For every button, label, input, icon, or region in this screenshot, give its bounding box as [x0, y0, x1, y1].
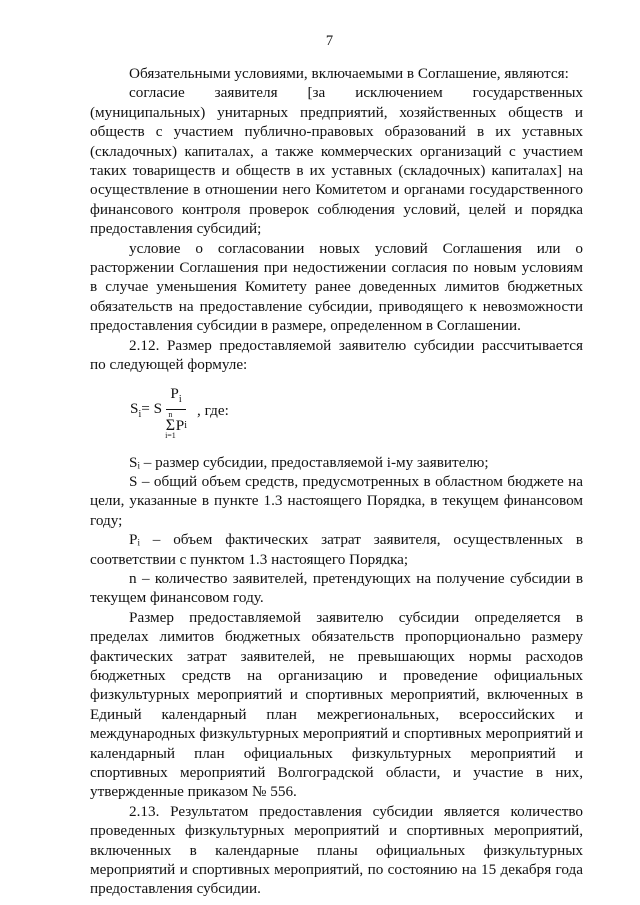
paragraph-2-12: 2.12. Размер предоставляемой заявителю субсидии рассчитывается по следующей формуле: — [90, 336, 583, 374]
formula-denominator: n Σ i=1 P i — [165, 410, 188, 441]
formula-fraction — [165, 385, 187, 440]
sum-sign: n Σ i=1 — [165, 410, 176, 441]
formula-suffix: , где: — [197, 401, 229, 419]
paragraph-mandatory-conditions: Обязательными условиями, включаемыми в Соглашение, являются: — [129, 65, 569, 82]
formula-numerator: $P_i$ — [166, 385, 185, 410]
definition-n: n – количество заявителей, претендующих на получение субсидии в текущем финансовом году. — [90, 569, 583, 607]
definition-s: S – общий объем средств, предусмотренных в областном бюджете на цели, указанные в пункте 1.3 настоящего Порядка, в текущем финансовом году; — [90, 472, 583, 529]
paragraph-subsidy-size: Размер предоставляемой заявителю субсидии определяется в пределах лимитов бюджетных обязательств пропорционально размеру фактических затрат заявителей, не превышающих нормы расходов бюджетных средств на организацию и проведение официальных физкультурных мероприятий и спортивных мероприятий, включенных в Единый календарный план межрегиональных, всероссийских и международных физкультурных мероприятий и спортивных мероприятий и календарный план официальных физкультурных мероприятий и спортивных мероприятий Волгоградской области, и участие в них, утвержденные приказом № 556. — [90, 608, 583, 801]
paragraph-consent-condition: согласие заявителя [за исключением государственных (муниципальных) унитарных предприятий, хозяйственных обществ и обществ с участием публично-правовых образований в их уставных (складочных) капиталах, а также коммерческих организаций с участием таких товариществ и обществ в их уставных (складочных) капиталах] на осуществление в отношении него Комитетом и органами государственного финансового контроля проверок соблюдения условий, целей и порядка предоставления субсидий; — [90, 84, 583, 238]
paragraph-2-13: 2.13. Результатом предоставления субсидии является количество проведенных физкультурных мероприятий и спортивных мероприятий, включенных в календарные планы официальных физкультурных мероприятий и спортивных мероприятий, по состоянию на 15 декабря года предоставления субсидии. — [90, 802, 583, 898]
page-number: 7 — [325, 33, 334, 49]
definition-pi: Pᵢ – объем фактических затрат заявителя, осуществленных в соответствии с пунктом 1.3 настоящего Порядка; — [90, 531, 583, 568]
definition-si: Sᵢ – размер субсидии, предоставляемой i-му заявителю; — [129, 453, 489, 471]
subsidy-formula — [130, 384, 583, 441]
formula-lhs: $S_i= S$ — [130, 400, 163, 421]
paragraph-agreement-change-condition: условие о согласовании новых условий Соглашения или о расторжении Соглашения при недостижении согласия по новым условиям в случае уменьшения Комитету ранее доведенных лимитов бюджетных обязательств на предоставление субсидии, приводящего к невозможности предоставления субсидии в размере, определенном в Соглашении. — [90, 239, 583, 335]
